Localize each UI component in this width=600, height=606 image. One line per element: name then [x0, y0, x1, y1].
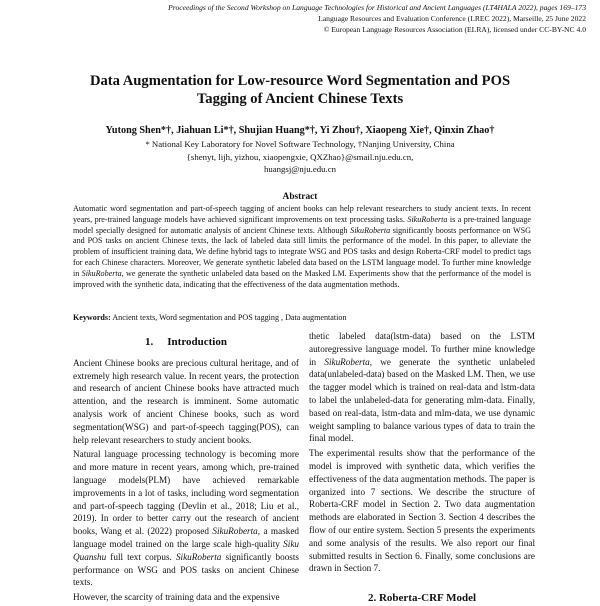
model-name: SikuRoberta: [175, 551, 222, 562]
model-name: SikuRoberta: [212, 526, 258, 537]
header-line-3: © European Language Resources Association (ELRA), licensed under CC-BY-NC 4.0: [323, 25, 586, 34]
keywords: [73, 313, 531, 324]
header-line-2: Language Resources and Evaluation Conference (LREC 2022), Marseille, 25 June 2022: [318, 14, 586, 23]
title-line-2: Tagging of Ancient Chinese Texts: [196, 91, 404, 107]
author-list: Yutong Shen*†, Jiahuan Li*†, Shujian Huang*†, Yi Zhou†, Xiaopeng Xie†, Qinxin Zhao†: [105, 125, 495, 136]
intro-paragraph-1: Ancient Chinese books are precious cultural heritage, and of extremely high research value. In recent years, the protection and research of ancient Chinese books have attracted much attention, and the research is imminent. Some automatic analysis work of ancient Chinese books, such as word segmentation(WSG) and part-of-speech tagging(POS), can help relevant researchers to study ancient books.: [73, 357, 299, 445]
abstract-model-name: SikuRoberta: [407, 214, 448, 224]
right-paragraph-2: The experimental results show that the performance of the model is improved with synthetic data, which verifies the effectiveness of the data augmentation methods. The paper is organized into 7 sections. We describe the structure of Roberta-CRF model in Section 2. Two data augmentation methods are elaborated in Section 3. Section 4 describes the flow of our entire system. Section 5 presents the experiments and some analysis of the results. We also report our final submitted results in Section 6. Finally, some conclusions are drawn in Section 7.: [309, 448, 535, 574]
section-title: Introduction: [167, 336, 227, 348]
keywords-label: Keywords:: [73, 313, 111, 322]
intro-paragraph-3: However, the scarcity of training data and the expensive: [73, 592, 280, 603]
right-column: [309, 330, 535, 577]
left-column: [73, 330, 299, 606]
affiliation-line-1: * National Key Laboratory for Novel Software Technology, †Nanjing University, China: [145, 139, 455, 149]
affiliation-emails: {shenyt, lijh, yizhou, xiaopengxie, QXZhao}@smail.nju.edu.cn,: [186, 151, 414, 162]
corpus-name: Siku Quanshu: [73, 538, 299, 562]
title-line-1: Data Augmentation for Low-resource Word Segmentation and POS: [89, 73, 511, 89]
text-part: , we generate the synthetic unlabeled data(unlabeled-data) based on the Masked LM. Then, we use the tagger model which is trained on real-data and lstm-data to label the unlabeled-data for generating mlm-data. Finally, based on real-data, lstm-data and mlm-data, we use dynamic weight sampling to balance various types of data to train the final model.: [309, 356, 535, 444]
text-part: thetic labeled data(lstm-data) based on the LSTM autoregressive language model. To further mine knowledge in: [309, 331, 535, 367]
abstract-part: , we generate the synthetic unlabeled data based on the Masked LM. Experiments show that the performance of the model is improved with the synthetic data, indicating that the effectiveness of the data augmentation methods.: [73, 268, 531, 289]
text-part: full text corpus.: [106, 551, 176, 562]
abstract-part: In recent years, pre-trained language models have achieved significant improvements on text processing tasks.: [73, 204, 531, 224]
affiliation-email-2: huangsj@nju.edu.cn: [263, 164, 337, 174]
model-name: SikuRoberta: [324, 356, 370, 367]
text-part: Natural language processing technology is becoming more and more mature in recent years, among which, pre-trained language models(PLM) have achieved remarkable improvements in a lot of tasks, including word segmentation and part-of-speech tagging (Devlin et al., 2018; Liu et al., 2019). In order to better carry out the research of ancient books, Wang et al. (2022) proposed: [73, 449, 299, 537]
intro-paragraph-2: [73, 448, 299, 589]
abstract-part: is a pre-trained language model specially designed for automatic analysis of ancient Chinese texts. Although: [73, 214, 531, 235]
section-heading-introduction: [73, 336, 299, 349]
paper-title: [40, 72, 560, 108]
abstract-part: significantly boosts performance on WSG and POS tasks on ancient Chinese texts, the lack of labeled data still limits the performance of the model. In this paper, to alleviate the problem of insufficient training data, We define hybrid tags to integrate WSG and POS tasks and design Roberta-CRF model to predict tags for each Chinese characters. Moreover, We generate synthetic labeled data based on the LSTM language model. To further mine knowledge in: [73, 225, 532, 278]
abstract-text: [73, 204, 531, 290]
section-heading-roberta-crf: 2. Roberta-CRF Model: [367, 592, 477, 604]
section-number: 1.: [145, 336, 154, 348]
keywords-text: Ancient texts, Word segmentation and POS tagging , Data augmentation: [110, 313, 347, 322]
right-paragraph-1: [309, 330, 535, 445]
abstract-model-name: SikuRoberta: [81, 268, 122, 278]
abstract-heading: Abstract: [282, 192, 318, 202]
proceedings-header: [116, 2, 586, 35]
abstract-part: Automatic word segmentation and part-of-speech tagging of ancient books can help relevant researchers to study ancient texts.: [73, 204, 499, 213]
header-line-1: Proceedings of the Second Workshop on Language Technologies for Historical and Ancient Languages (LT4HALA 2022), pages 169–173: [168, 3, 586, 12]
abstract-model-name: SikuRoberta: [350, 225, 391, 235]
text-part: , a masked language model trained on the large scale high-quality: [73, 526, 299, 549]
text-part: significantly boosts performance on WSG and POS tasks on ancient Chinese texts.: [73, 551, 300, 588]
affiliation: [40, 138, 560, 176]
